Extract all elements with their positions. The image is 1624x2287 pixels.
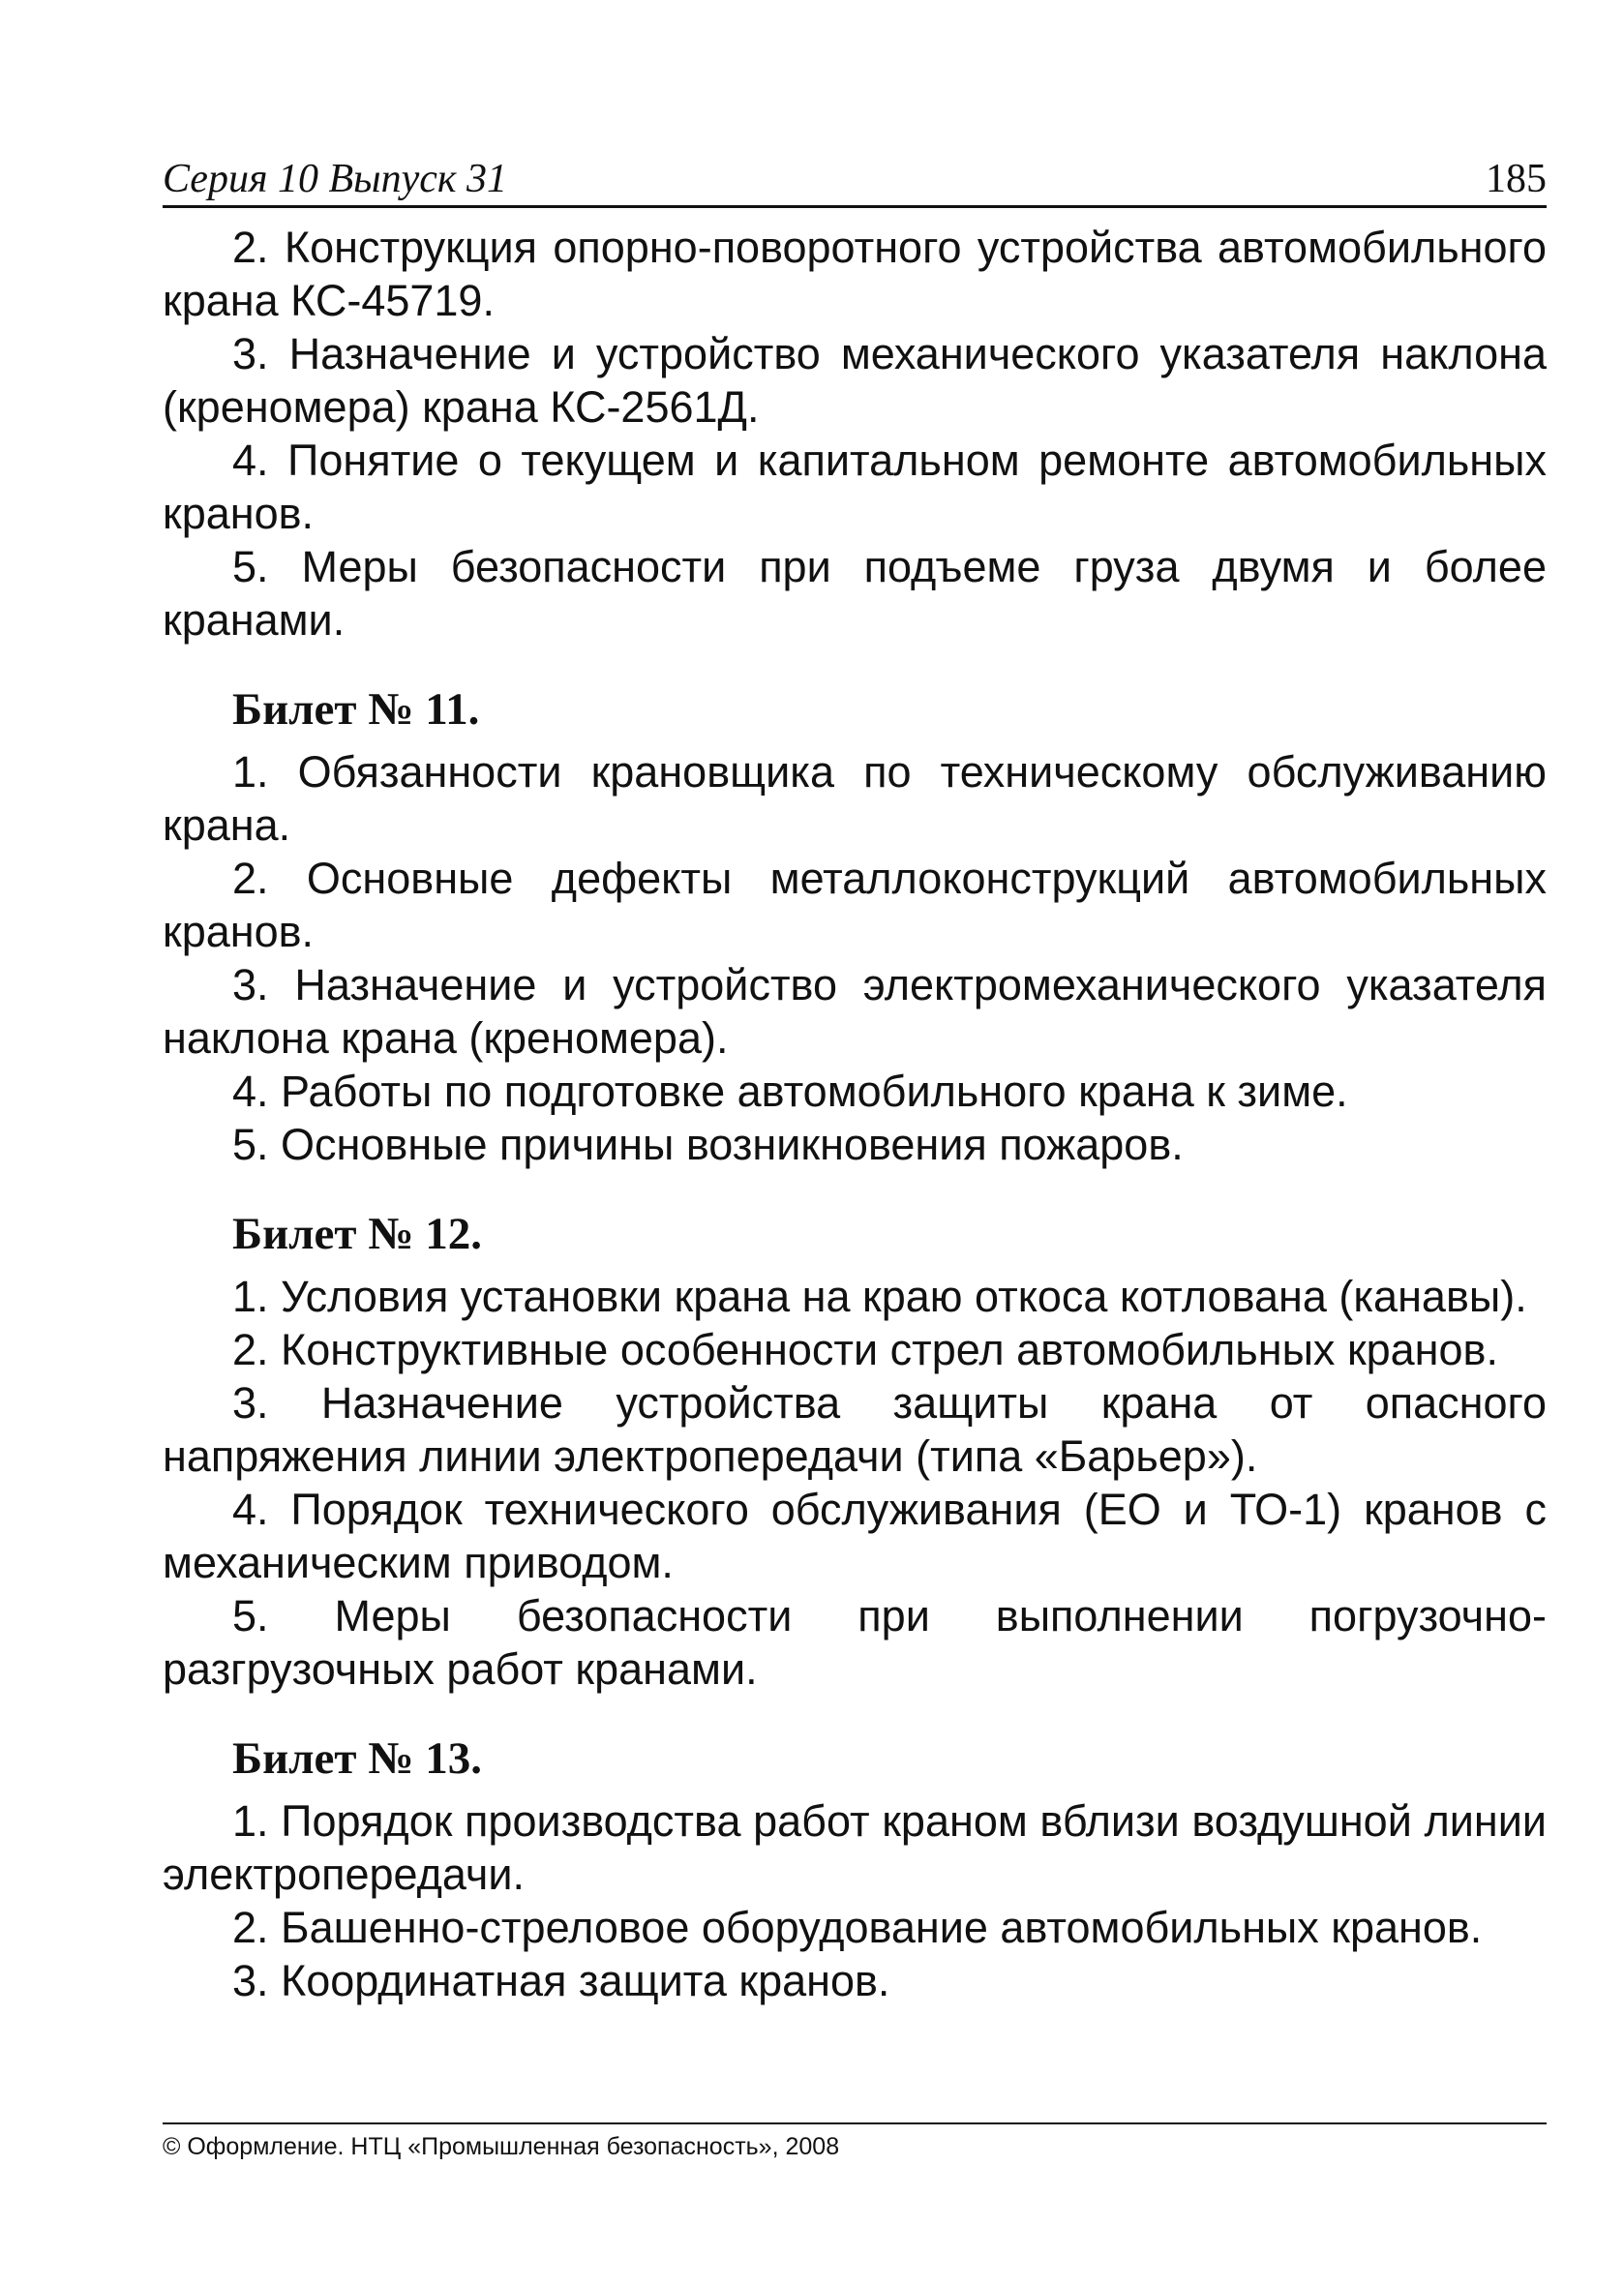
list-item: 1. Обязанности крановщика по техническому обслуживанию крана. [163,747,1547,850]
list-item: 3. Координатная защита кранов. [232,1956,890,2005]
page-content [163,221,1547,2007]
list-item: 3. Назначение устройства защиты крана от опасного напряжения линии электропередачи (типа «Барьер»). [163,1378,1547,1481]
list-item: 3. Назначение и устройство механического указателя наклона (креномера) крана КС-2561Д. [163,329,1547,432]
list-item: 2. Башенно-стреловое оборудование автомобильных кранов. [232,1903,1483,1952]
list-item: 3. Назначение и устройство электромеханического указателя наклона крана (креномера). [163,960,1547,1063]
list-item: 2. Основные дефекты металлоконструкций автомобильных кранов. [163,854,1547,956]
page-number: 185 [1486,157,1547,201]
list-item: 5. Меры безопасности при подъеме груза двумя и более кранами. [163,542,1547,645]
list-item: 4. Работы по подготовке автомобильного крана к зиме. [232,1067,1348,1116]
list-item: 4. Понятие о текущем и капитальном ремонте автомобильных кранов. [163,436,1547,538]
ticket-title-12: Билет № 12. [232,1209,482,1259]
list-item: 2. Конструктивные особенности стрел автомобильных кранов. [232,1325,1498,1374]
list-item: 1. Порядок производства работ краном вблизи воздушной линии электропередачи. [163,1796,1547,1899]
ticket-title-13: Билет № 13. [232,1733,482,1784]
copyright-footer: © Оформление. НТЦ «Промышленная безопасность», 2008 [163,2133,840,2160]
running-header [163,147,1547,208]
list-item: 1. Условия установки крана на краю откоса котлована (канавы). [232,1272,1527,1321]
list-item: 4. Порядок технического обслуживания (ЕО и ТО-1) кранов с механическим приводом. [163,1485,1547,1587]
list-item: 2. Конструкция опорно-поворотного устройства автомобильного крана КС-45719. [163,223,1547,325]
list-item: 5. Меры безопасности при выполнении погрузочно-разгрузочных работ кранами. [163,1591,1547,1694]
series-label: Серия 10 Выпуск 31 [163,157,507,201]
list-item: 5. Основные причины возникновения пожаров. [232,1120,1184,1169]
ticket-title-11: Билет № 11. [232,684,480,735]
footer-divider [163,2122,1547,2124]
